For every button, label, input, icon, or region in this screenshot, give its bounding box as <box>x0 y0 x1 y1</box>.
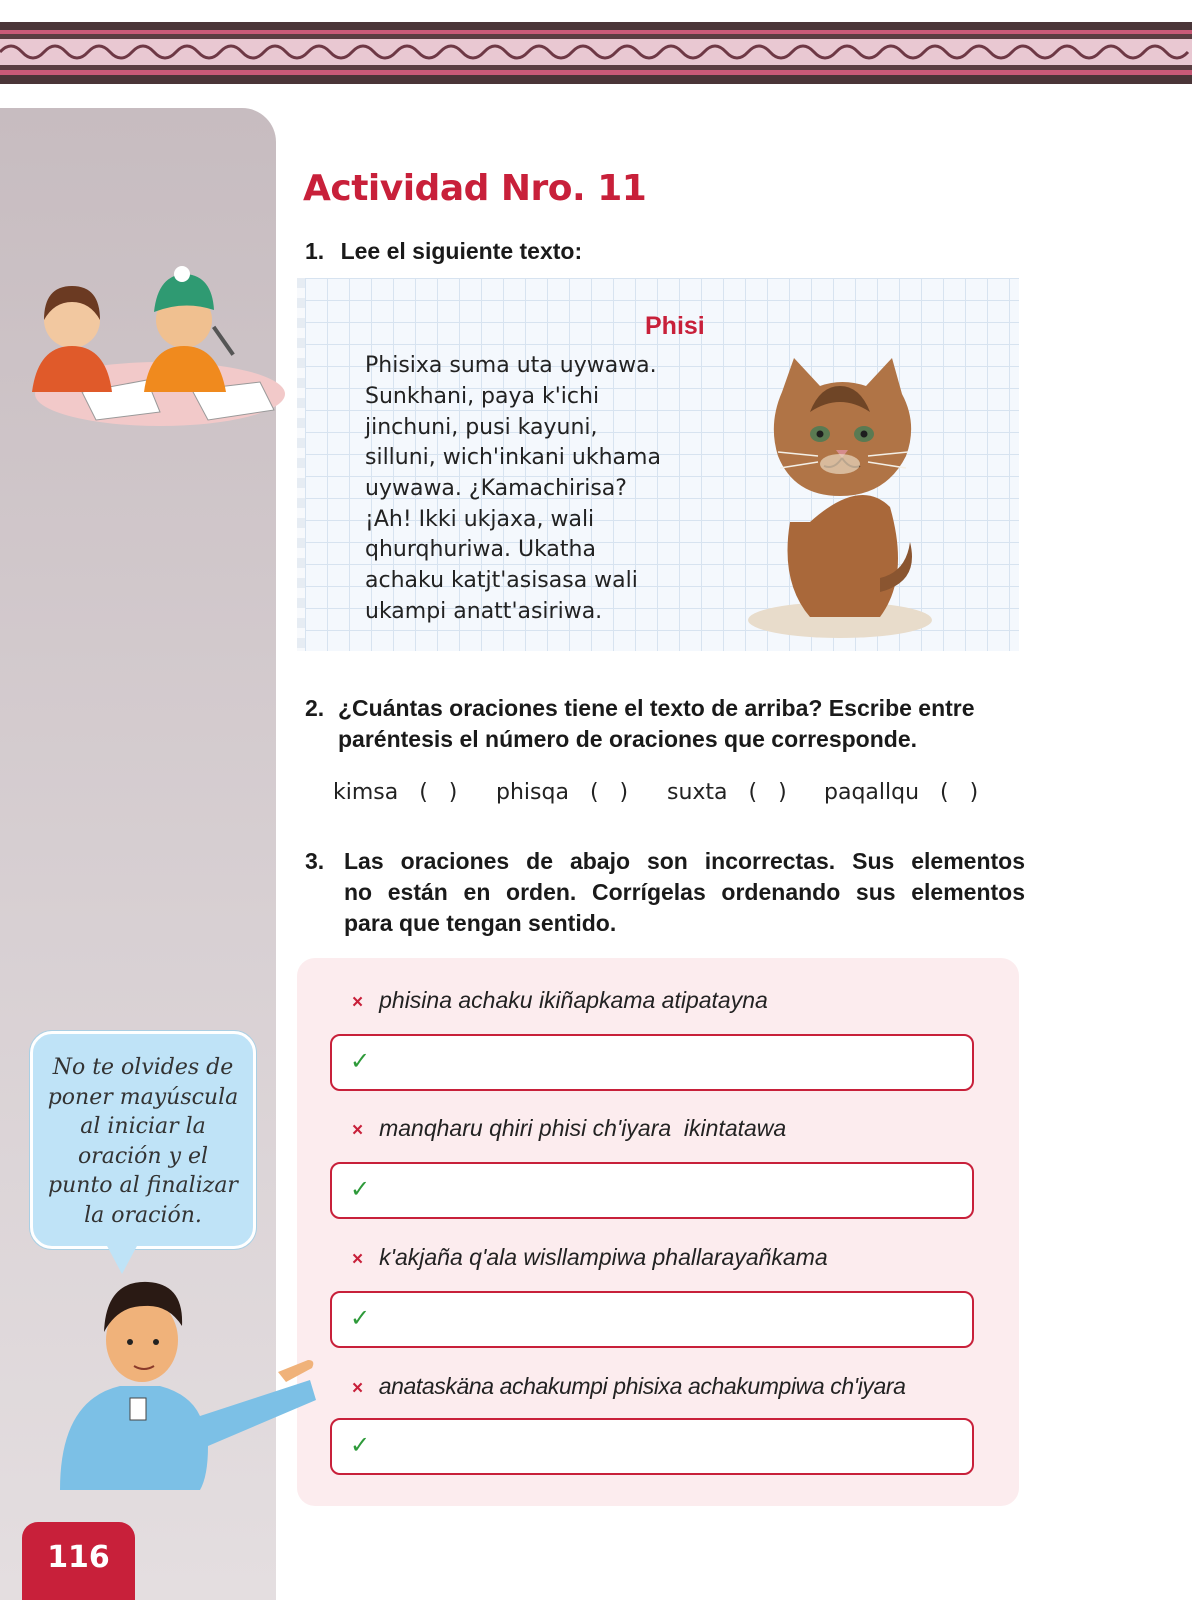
choice-blank[interactable]: ( ) <box>748 780 787 805</box>
tip-line: No te olvides de <box>52 1055 234 1080</box>
children-studying-illustration <box>12 262 287 442</box>
choice-label: suxta <box>667 780 728 805</box>
question-1-text: Lee el siguiente texto: <box>340 238 583 264</box>
question-1 <box>305 236 1005 267</box>
choice-label: kimsa <box>333 780 399 805</box>
wrong-mark-icon: × <box>352 1249 364 1270</box>
reading-line: jinchuni, pusi kayuni, <box>365 415 598 440</box>
question-2-line: paréntesis el número de oraciones que corresponde. <box>338 726 918 752</box>
wrong-mark-icon: × <box>352 1120 364 1141</box>
incorrect-sentence <box>352 987 768 1014</box>
question-2-line: ¿Cuántas oraciones tiene el texto de arriba? Escribe entre <box>338 695 975 721</box>
question-1-number: 1. <box>305 238 325 264</box>
check-icon: ✓ <box>350 1176 371 1203</box>
cat-illustration <box>740 352 940 644</box>
speech-bubble-tail <box>106 1244 138 1274</box>
incorrect-sentence <box>352 1244 828 1271</box>
question-3-line: Las oraciones de abajo son incorrectas. Sus elementos <box>344 848 1025 874</box>
check-icon: ✓ <box>350 1048 371 1075</box>
reading-line: silluni, wich'inkani ukhama <box>365 445 661 470</box>
choice-paqallqu <box>824 780 978 805</box>
tip-text <box>36 1053 250 1230</box>
reading-line: Sunkhani, paya k'ichi <box>365 384 600 409</box>
tip-line: punto al finalizar <box>48 1173 238 1198</box>
tip-line: poner mayúscula <box>47 1084 239 1110</box>
activity-title: Actividad Nro. 11 <box>303 168 647 209</box>
incorrect-sentence-text: manqharu qhiri phisi ch'iyara ikintatawa <box>379 1115 787 1141</box>
incorrect-sentence <box>352 1373 906 1400</box>
answer-field[interactable] <box>330 1291 974 1348</box>
check-icon: ✓ <box>350 1305 371 1332</box>
question-3-line: para que tengan sentido. <box>344 910 617 936</box>
question-2-number: 2. <box>305 695 325 721</box>
question-2 <box>305 693 1025 755</box>
reading-line: qhurqhuriwa. Ukatha <box>365 537 596 562</box>
question-3-line: no están en orden. Corrígelas ordenando sus elementos <box>344 879 1025 905</box>
answer-field[interactable] <box>330 1418 974 1475</box>
question-3-number: 3. <box>305 848 325 874</box>
choice-blank[interactable]: ( ) <box>589 780 629 805</box>
wrong-mark-icon: × <box>352 1378 363 1399</box>
choice-label: phisqa <box>496 780 569 805</box>
wrong-mark-icon: × <box>352 992 364 1013</box>
incorrect-sentence-text: phisina achaku ikiñapkama atipatayna <box>379 987 768 1013</box>
reading-line: ukampi anatt'asiriwa. <box>365 599 603 624</box>
tip-line: oración y el <box>77 1143 209 1169</box>
choice-blank[interactable]: ( ) <box>940 780 979 805</box>
reading-title: Phisi <box>645 312 705 340</box>
check-icon: ✓ <box>350 1432 371 1459</box>
answer-field[interactable] <box>330 1034 974 1091</box>
incorrect-sentence-text: anataskäna achakumpi phisixa achakumpiwa ch'iyara <box>378 1373 906 1399</box>
incorrect-sentence-text: k'akjaña q'ala wisllampiwa phallarayañkama <box>379 1244 828 1270</box>
reading-line: Phisixa suma uta uywawa. <box>365 353 657 378</box>
choice-kimsa <box>333 780 457 805</box>
reading-line: achaku katjt'asisasa wali <box>365 568 638 593</box>
reading-line: uywawa. ¿Kamachirisa? <box>365 476 627 501</box>
question-3 <box>305 846 1025 939</box>
decorative-border <box>0 22 1192 84</box>
incorrect-sentence <box>352 1115 786 1142</box>
choice-label: paqallqu <box>824 780 920 805</box>
choice-phisqa <box>496 780 628 805</box>
reading-line: ¡Ah! Ikki ukjaxa, wali <box>365 507 595 532</box>
choice-suxta <box>667 780 787 805</box>
answer-field[interactable] <box>330 1162 974 1219</box>
tip-line: la oración. <box>84 1202 202 1228</box>
choice-blank[interactable]: ( ) <box>419 780 458 805</box>
page-number: 116 <box>47 1540 110 1575</box>
pointing-boy-illustration <box>40 1280 320 1490</box>
tip-line: al iniciar la <box>80 1114 206 1139</box>
